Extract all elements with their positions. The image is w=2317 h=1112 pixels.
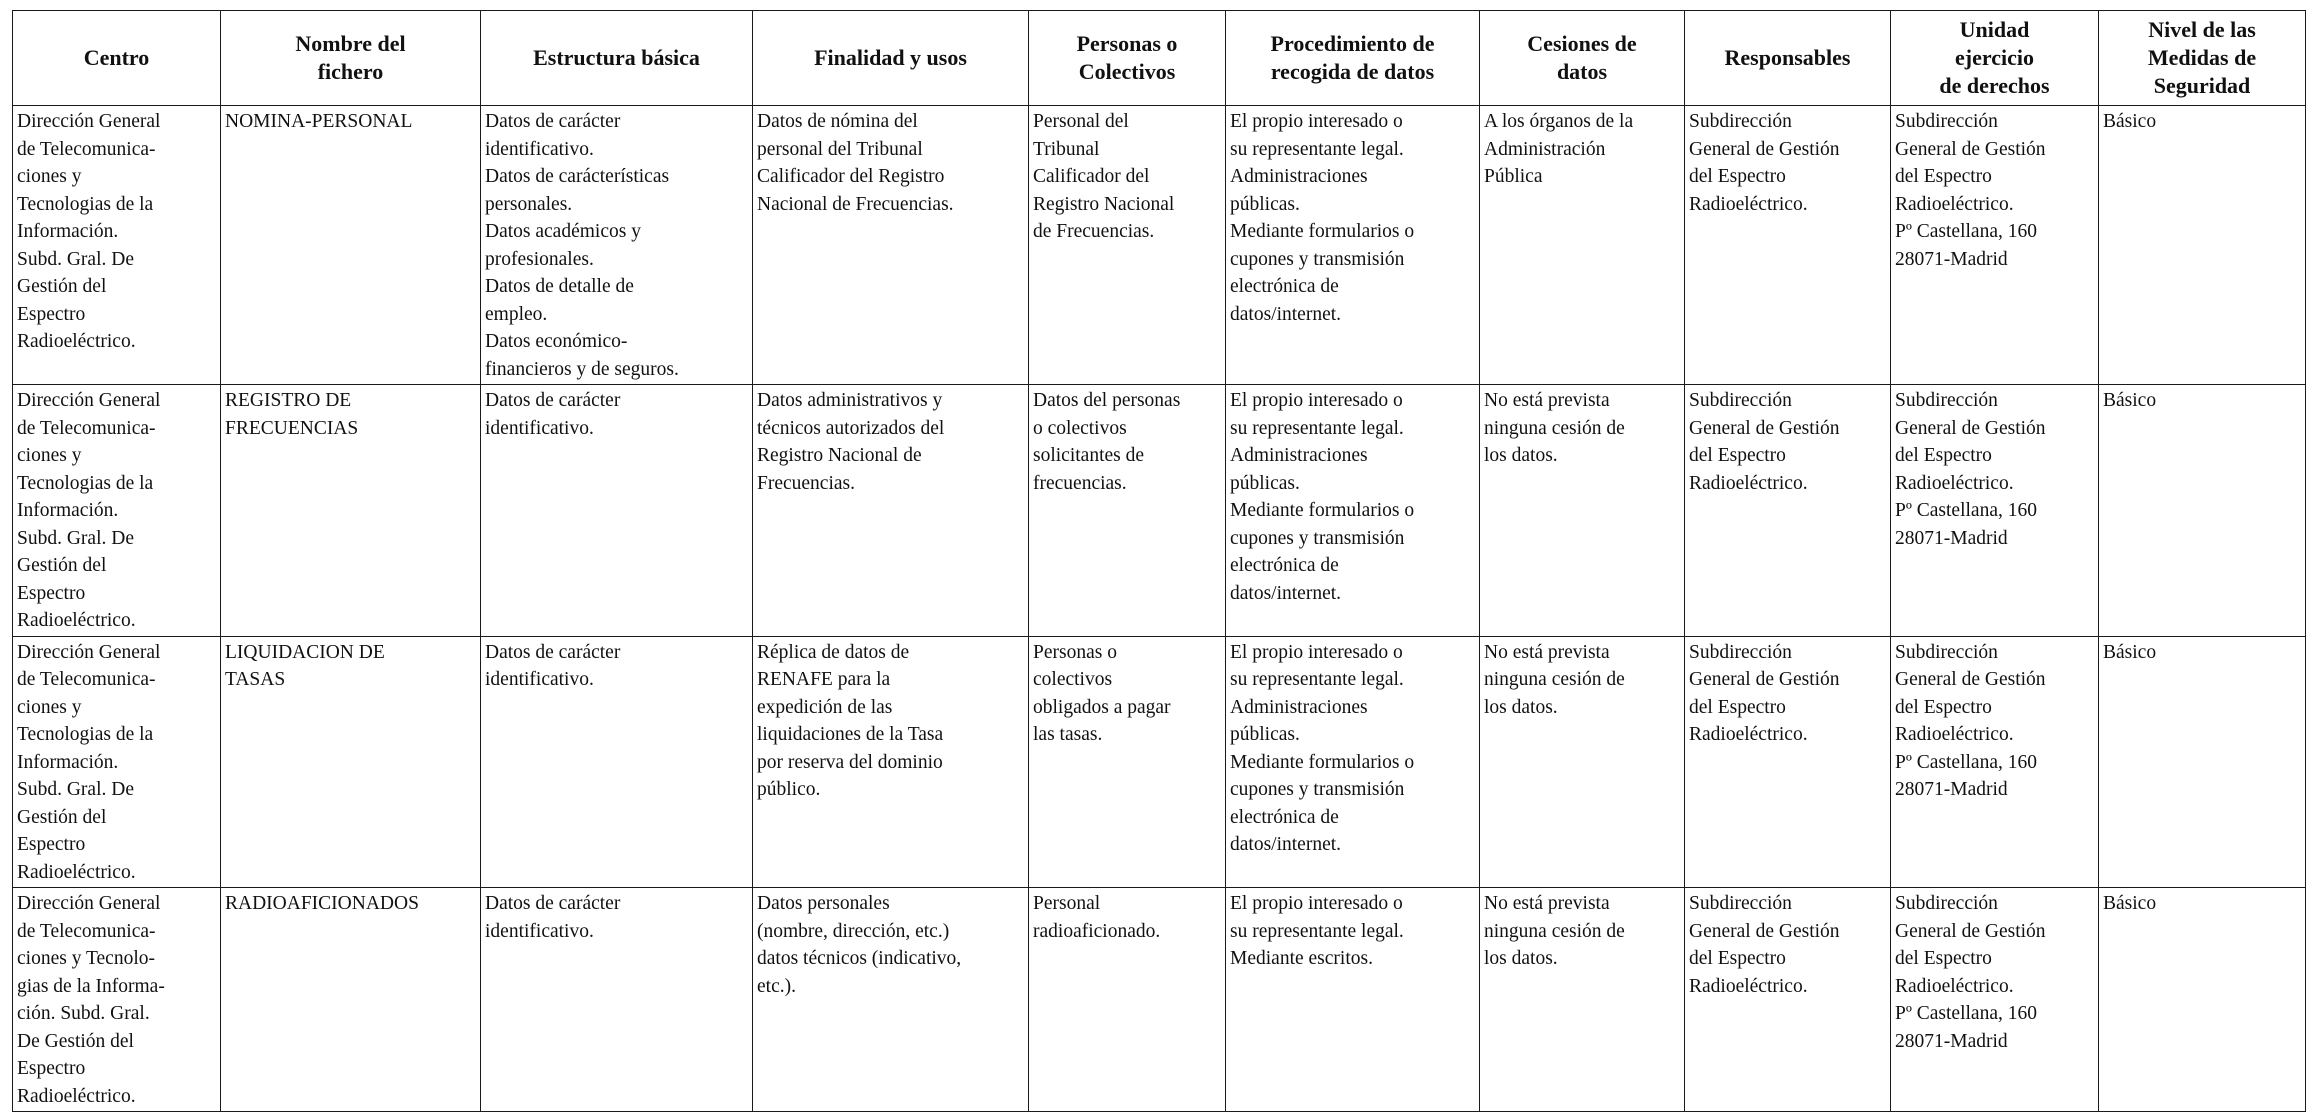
cell-responsables: Subdirección General de Gestión del Espectro Radioeléctrico. — [1685, 106, 1891, 385]
cell-nivel-seguridad: Básico — [2099, 888, 2306, 1112]
cell-procedimiento-recogida: El propio interesado o su representante legal. Administraciones públicas. Mediante formularios o cupones y transmisión electrónica de datos/internet. — [1226, 385, 1480, 637]
table-row — [13, 385, 2306, 637]
cell-nombre-fichero: REGISTRO DE FRECUENCIAS — [221, 385, 481, 637]
cell-cesiones-datos: No está prevista ninguna cesión de los datos. — [1480, 888, 1685, 1112]
cell-personas-colectivos: Datos del personas o colectivos solicitantes de frecuencias. — [1029, 385, 1226, 637]
cell-nivel-seguridad: Básico — [2099, 636, 2306, 888]
cell-unidad-derechos: Subdirección General de Gestión del Espectro Radioeléctrico. Pº Castellana, 160 28071-Madrid — [1891, 636, 2099, 888]
header-estructura-basica: Estructura básica — [481, 11, 753, 106]
cell-nombre-fichero: RADIOAFICIONADOS — [221, 888, 481, 1112]
cell-unidad-derechos: Subdirección General de Gestión del Espectro Radioeléctrico. Pº Castellana, 160 28071-Madrid — [1891, 106, 2099, 385]
cell-personas-colectivos: Personal radioaficionado. — [1029, 888, 1226, 1112]
header-personas-colectivos: Personas o Colectivos — [1029, 11, 1226, 106]
cell-unidad-derechos: Subdirección General de Gestión del Espectro Radioeléctrico. Pº Castellana, 160 28071-Madrid — [1891, 385, 2099, 637]
cell-estructura-basica: Datos de carácter identificativo. — [481, 888, 753, 1112]
cell-centro: Dirección General de Telecomunica- ciones y Tecnolo- gias de la Informa- ción. Subd. Gral. De Gestión del Espectro Radioeléctrico. — [13, 888, 221, 1112]
cell-unidad-derechos: Subdirección General de Gestión del Espectro Radioeléctrico. Pº Castellana, 160 28071-Madrid — [1891, 888, 2099, 1112]
cell-centro: Dirección General de Telecomunica- ciones y Tecnologias de la Información. Subd. Gral. De Gestión del Espectro Radioeléctrico. — [13, 106, 221, 385]
cell-finalidad-usos: Réplica de datos de RENAFE para la expedición de las liquidaciones de la Tasa por reserva del dominio público. — [753, 636, 1029, 888]
cell-finalidad-usos: Datos administrativos y técnicos autorizados del Registro Nacional de Frecuencias. — [753, 385, 1029, 637]
cell-estructura-basica: Datos de carácter identificativo. — [481, 636, 753, 888]
header-finalidad-usos: Finalidad y usos — [753, 11, 1029, 106]
cell-nombre-fichero: NOMINA-PERSONAL — [221, 106, 481, 385]
cell-centro: Dirección General de Telecomunica- ciones y Tecnologias de la Información. Subd. Gral. De Gestión del Espectro Radioeléctrico. — [13, 636, 221, 888]
cell-estructura-basica: Datos de carácter identificativo. — [481, 385, 753, 637]
cell-finalidad-usos: Datos personales (nombre, dirección, etc.) datos técnicos (indicativo, etc.). — [753, 888, 1029, 1112]
cell-responsables: Subdirección General de Gestión del Espectro Radioeléctrico. — [1685, 888, 1891, 1112]
header-responsables: Responsables — [1685, 11, 1891, 106]
header-cesiones-datos: Cesiones de datos — [1480, 11, 1685, 106]
cell-finalidad-usos: Datos de nómina del personal del Tribunal Calificador del Registro Nacional de Frecuencias. — [753, 106, 1029, 385]
cell-estructura-basica: Datos de carácter identificativo. Datos de carácterísticas personales. Datos académicos y profesionales. Datos de detalle de empleo. Datos económico- financieros y de seguros. — [481, 106, 753, 385]
cell-nivel-seguridad: Básico — [2099, 106, 2306, 385]
cell-cesiones-datos: No está prevista ninguna cesión de los datos. — [1480, 636, 1685, 888]
cell-cesiones-datos: No está prevista ninguna cesión de los datos. — [1480, 385, 1685, 637]
cell-personas-colectivos: Personas o colectivos obligados a pagar las tasas. — [1029, 636, 1226, 888]
data-files-table — [12, 10, 2306, 1112]
header-centro: Centro — [13, 11, 221, 106]
table-header-row — [13, 11, 2306, 106]
cell-responsables: Subdirección General de Gestión del Espectro Radioeléctrico. — [1685, 385, 1891, 637]
cell-procedimiento-recogida: El propio interesado o su representante legal. Administraciones públicas. Mediante formularios o cupones y transmisión electrónica de datos/internet. — [1226, 106, 1480, 385]
header-procedimiento-recogida: Procedimiento de recogida de datos — [1226, 11, 1480, 106]
table-row — [13, 636, 2306, 888]
table-row — [13, 888, 2306, 1112]
cell-procedimiento-recogida: El propio interesado o su representante legal. Administraciones públicas. Mediante formularios o cupones y transmisión electrónica de datos/internet. — [1226, 636, 1480, 888]
cell-cesiones-datos: A los órganos de la Administración Pública — [1480, 106, 1685, 385]
header-nivel-seguridad: Nivel de las Medidas de Seguridad — [2099, 11, 2306, 106]
cell-nivel-seguridad: Básico — [2099, 385, 2306, 637]
cell-centro: Dirección General de Telecomunica- ciones y Tecnologias de la Información. Subd. Gral. De Gestión del Espectro Radioeléctrico. — [13, 385, 221, 637]
cell-personas-colectivos: Personal del Tribunal Calificador del Registro Nacional de Frecuencias. — [1029, 106, 1226, 385]
document-page — [12, 10, 2305, 1112]
cell-nombre-fichero: LIQUIDACION DE TASAS — [221, 636, 481, 888]
cell-procedimiento-recogida: El propio interesado o su representante legal. Mediante escritos. — [1226, 888, 1480, 1112]
table-row — [13, 106, 2306, 385]
cell-responsables: Subdirección General de Gestión del Espectro Radioeléctrico. — [1685, 636, 1891, 888]
header-unidad-derechos: Unidad ejercicio de derechos — [1891, 11, 2099, 106]
header-nombre-fichero: Nombre del fichero — [221, 11, 481, 106]
